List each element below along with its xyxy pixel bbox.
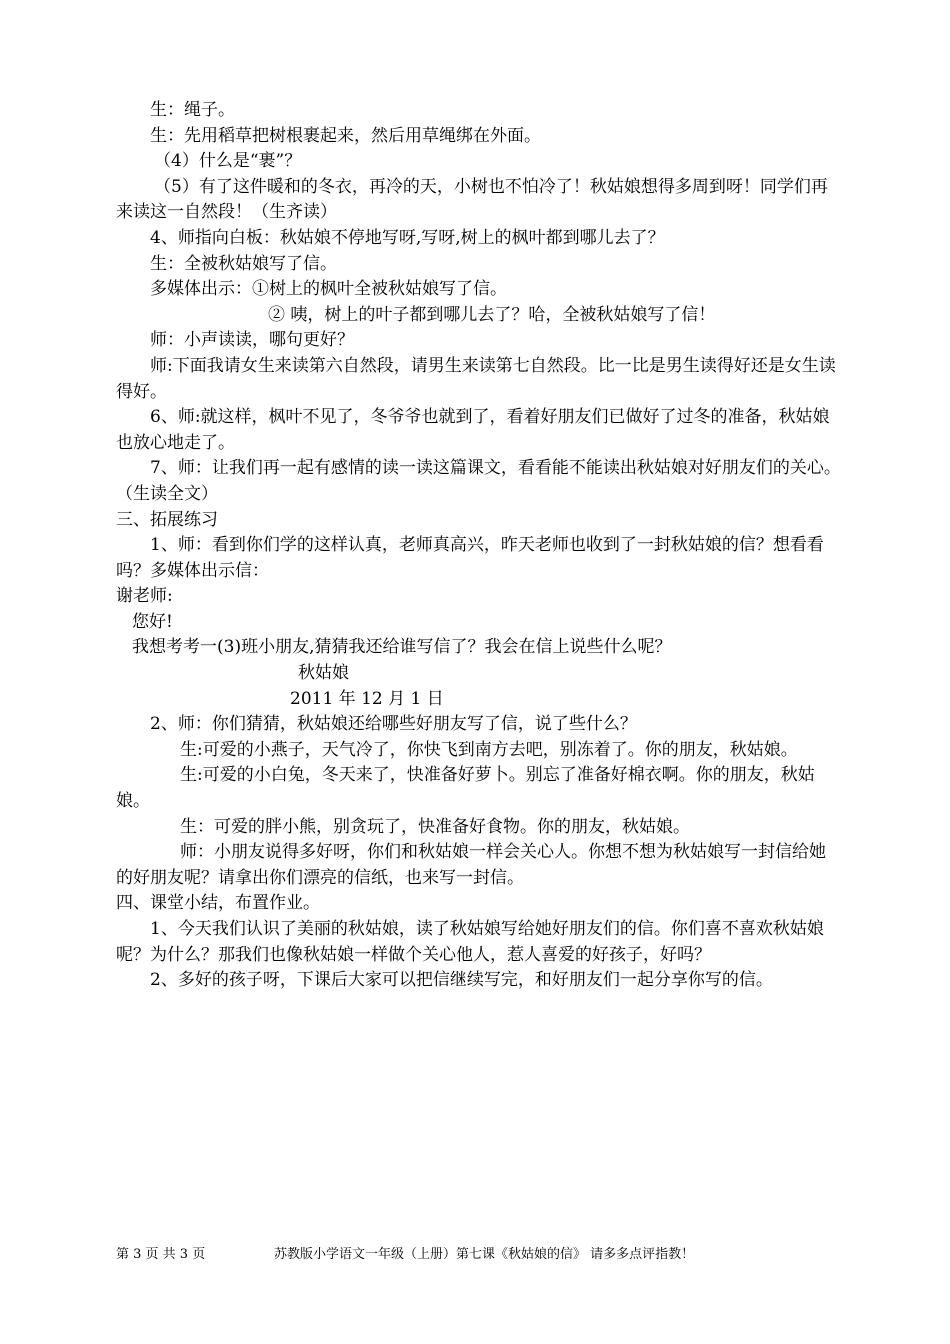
body-paragraph-5 xyxy=(116,175,842,226)
body-paragraph-extend-2: 2、师：你们猜猜，秋姑娘还给哪些好朋友写了信，说了些什么？ xyxy=(150,714,637,735)
body-line-swallow: 生:可爱的小燕子，天气冷了，你快飞到南方去吧，别冻着了。你的朋友，秋姑娘。 xyxy=(180,739,798,760)
body-line-bear: 生：可爱的胖小熊，别贪玩了，快准备好食物。你的朋友，秋姑娘。 xyxy=(180,816,690,837)
letter-greeting: 您好! xyxy=(132,611,173,632)
body-paragraph-5-text: （5）有了这件暖和的冬衣，再冷的天，小树也不怕冷了！秋姑娘想得多周到呀！同学们再来读这一自然段！（生齐读） xyxy=(116,176,828,223)
footer-title: 苏教版小学语文一年级（上册）第七课《秋姑娘的信》 请多多点评指教！ xyxy=(274,1247,695,1262)
letter-date: 2011 年 12 月 1 日 xyxy=(290,688,444,709)
body-paragraph-summary-1: 1、今天我们认识了美丽的秋姑娘，读了秋姑娘写给她好朋友们的信。你们喜不喜欢秋姑娘呢？为什么？那我们也像秋姑娘一样做个关心他人，惹人喜爱的好孩子，好吗？ xyxy=(116,919,824,965)
body-paragraph-extend-1: 1、师：看到你们学的这样认真，老师真高兴，昨天老师也收到了一封秋姑娘的信？想看看吗？多媒体出示信： xyxy=(116,535,824,581)
body-paragraph-7: 7、师：让我们再一起有感情的读一读这篇课文，看看能不能读出秋姑娘对好朋友们的关心。（生读全文） xyxy=(116,458,841,504)
body-paragraph-teacher-write: 师：小朋友说得多好呀，你们和秋姑娘一样会关心人。你想不想为秋姑娘写一封信给她的好朋友呢？请拿出你们漂亮的信纸，也来写一封信。 xyxy=(116,842,826,888)
body-line-multimedia-1: 多媒体出示：①树上的枫叶全被秋姑娘写了信。 xyxy=(150,279,507,300)
body-paragraph-girls-boys: 师:下面我请女生来读第六自然段，请男生来读第七自然段。比一比是男生读得好还是女生读得好。 xyxy=(116,355,836,402)
body-paragraph-6: 6、师:就这样，枫叶不见了，冬爷爷也就到了，看着好朋友们已做好了过冬的准备，秋姑娘也放心地走了。 xyxy=(116,407,830,453)
body-line-teacher-board: 4、师指向白板：秋姑娘不停地写呀,写呀,树上的枫叶都到哪儿去了？ xyxy=(150,227,665,248)
section-heading-4: 四、课堂小结，布置作业。 xyxy=(116,893,320,914)
body-line-teacher-read: 师：小声读读，哪句更好？ xyxy=(150,330,354,351)
body-line-question-4: （4）什么是“裹”？ xyxy=(154,151,302,172)
body-line-student-answer: 生：全被秋姑娘写了信。 xyxy=(150,253,337,274)
body-line-multimedia-2: ② 咦，树上的叶子都到哪儿去了？哈，全被秋姑娘写了信！ xyxy=(268,304,716,325)
body-line-student-wrap: 生：先用稻草把树根裹起来，然后用草绳绑在外面。 xyxy=(150,125,541,146)
body-paragraph-summary-2: 2、多好的孩子呀，下课后大家可以把信继续写完，和好朋友们一起分享你写的信。 xyxy=(150,970,773,991)
letter-signature: 秋姑娘 xyxy=(298,663,349,684)
document-body xyxy=(116,98,842,994)
body-line-student-rope: 生：绳子。 xyxy=(150,100,235,120)
section-heading-3: 三、拓展练习 xyxy=(116,509,218,530)
footer-page-info: 第 3 页 共 3 页 xyxy=(116,1247,206,1262)
letter-body: 我想考考一(3)班小朋友,猜猜我还给谁写信了？我会在信上说些什么呢？ xyxy=(132,637,672,658)
body-paragraph-rabbit: 生:可爱的小白兔，冬天来了，快准备好萝卜。别忘了准备好棉衣啊。你的朋友，秋姑娘。 xyxy=(116,765,815,812)
letter-salutation: 谢老师: xyxy=(116,586,173,607)
